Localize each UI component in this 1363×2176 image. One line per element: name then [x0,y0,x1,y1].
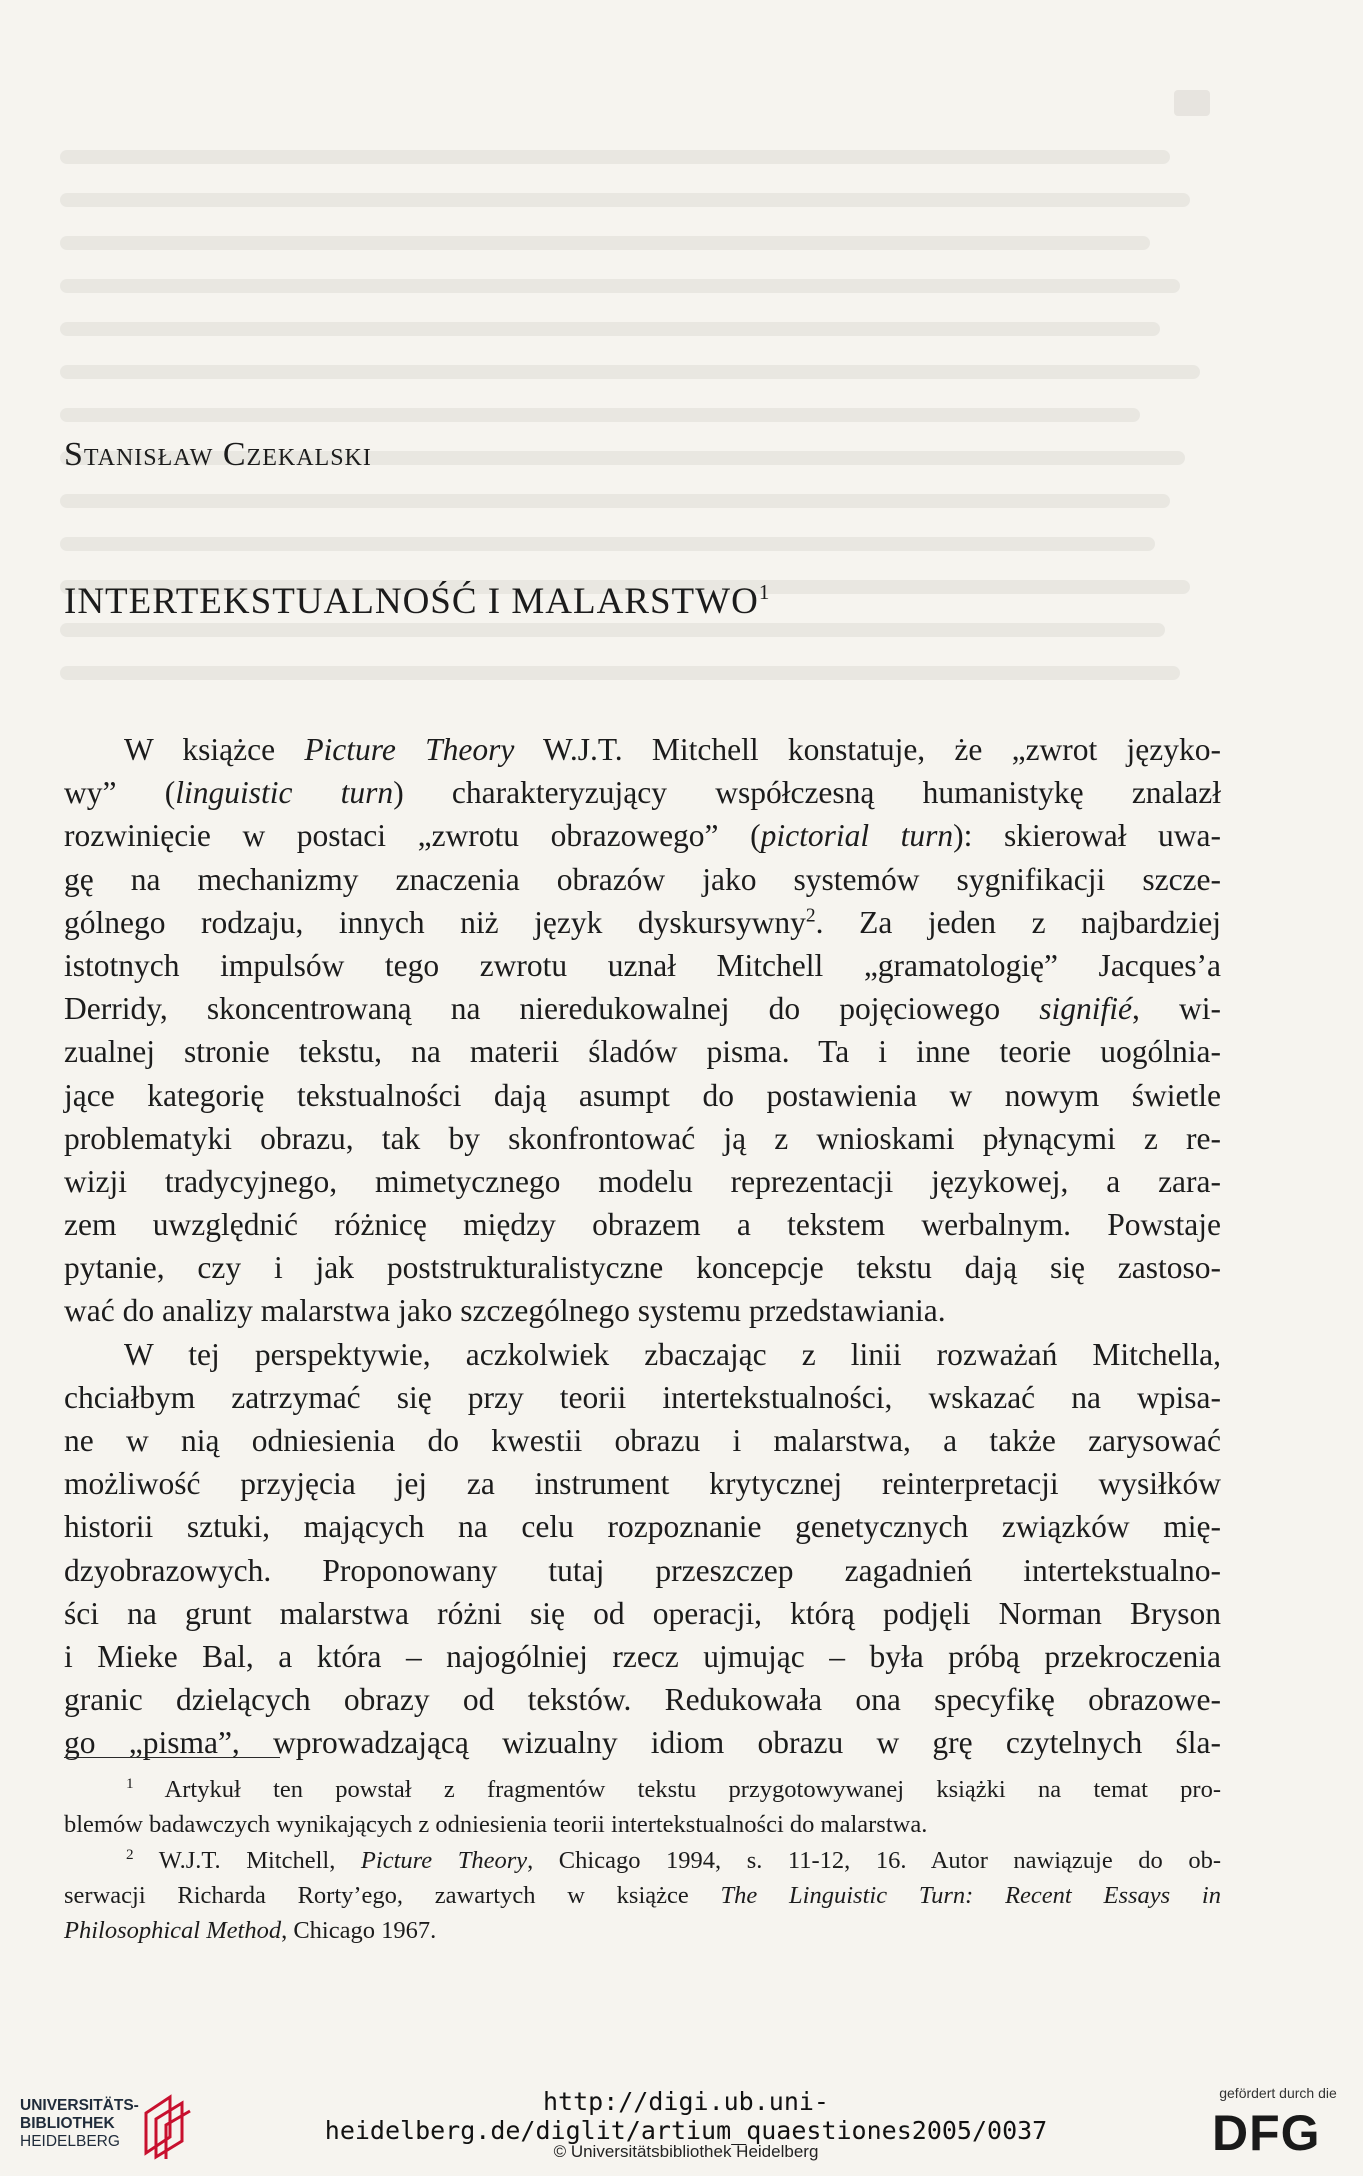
text-run: ści na grunt malarstwa różni się od operacji, którą podjęli Norman Bryson [64,1595,1221,1631]
text-run: zualnej stronie tekstu, na materii śladów pisma. Ta i inne teorie uogólnia- [64,1034,1221,1070]
show-through-line [60,193,1190,207]
footnote-marker: 2 [126,1845,134,1863]
show-through-line [60,537,1155,551]
body-line [64,1203,1221,1246]
title-footnote-ref: 1 [758,580,771,604]
article-title [64,580,770,623]
library-name-line: UNIVERSITÄTS- [20,2097,139,2114]
text-run: gę na mechanizmy znaczenia obrazów jako systemów sygnifikacji szcze- [64,861,1221,897]
show-through-line [60,623,1165,637]
footnote-line [64,1878,1221,1913]
italic-text: pictorial turn [760,818,954,854]
body-line [64,1333,1221,1376]
italic-text: Philosophical Method [64,1917,282,1945]
body-line [64,1160,1221,1203]
body-line [64,987,1221,1030]
text-run: ne w nią odniesienia do kwestii obrazu i malarstwa, a także zarysować [64,1423,1221,1458]
body-line [64,1678,1221,1721]
body-line [64,858,1221,901]
body-line [64,1462,1221,1505]
text-run: dzyobrazowych. Proponowany tutaj przeszczep zagadnień intertekstualno- [64,1552,1221,1588]
text-run: problematyki obrazu, tak by skonfrontować ją z wnioskami płynącymi z re- [64,1120,1221,1156]
funder-block [1208,2085,1348,2165]
text-run: gólnego rodzaju, innych niż język dyskursywny [64,904,806,940]
text-run: W tej perspektywie, aczkolwiek zbaczając z linii rozważań Mitchella, [124,1336,1221,1372]
text-run: wać do analizy malarstwa jako szczególnego systemu przedstawiania. [64,1293,946,1329]
text-run: pytanie, czy i jak poststrukturalistyczne koncepcje tekstu dają się zastoso- [64,1250,1221,1286]
text-run: możliwość przyjęcia jej za instrument krytycznej reinterpretacji wysiłków [64,1466,1221,1502]
body-line [64,728,1221,771]
show-through-line [60,279,1180,293]
digital-library-url[interactable]: http://digi.ub.uni-heidelberg.de/diglit/artium_quaestiones2005/0037 [324,2087,1048,2145]
body-line [64,771,1221,814]
show-through-line [60,666,1180,680]
italic-text: Picture Theory [304,732,515,767]
library-name-line: HEIDELBERG [20,2133,120,2150]
italic-text: The Linguistic Turn: Recent Essays in [720,1881,1221,1909]
body-line [64,1419,1221,1462]
text-run: Artykuł ten powstał z fragmentów tekstu przygotowywanej książki na temat pro- [133,1776,1221,1803]
dfg-logo: DFG [1212,2105,1321,2161]
text-run: i Mieke Bal, a która – najogólniej rzecz ujmując – była próbą przekroczenia [64,1638,1221,1674]
show-through-text [60,80,1210,780]
body-line [64,1592,1221,1635]
text-run: , wi- [1132,991,1221,1027]
page-footer [0,2075,1363,2176]
body-text [64,728,1221,1765]
footnote-line [64,1843,1221,1878]
body-line [64,1376,1221,1419]
show-through-page-number [1174,90,1210,116]
text-run: wizji tradycyjnego, mimetycznego modelu reprezentacji językowej, a zara- [64,1163,1221,1199]
text-run: serwacji Richarda Rorty’ego, zawartych w książce [64,1881,721,1909]
footnote-rule [64,1757,280,1758]
library-name [20,2097,139,2151]
body-line [64,1074,1221,1117]
text-run: ): skierował uwa- [953,818,1221,854]
title-text: INTERTEKSTUALNOŚĆ I MALARSTWO [64,581,759,622]
library-mark-icon [140,2091,194,2161]
article-author: Stanisław Czekalski [64,436,372,473]
text-run: . Za jeden z najbardziej [815,904,1222,940]
text-run: Derridy, skoncentrowaną na nieredukowalnej do pojęciowego [64,991,1040,1027]
body-line [64,1721,1221,1764]
body-line [64,1246,1221,1289]
show-through-line [60,322,1160,336]
text-run: ) charakteryzujący współczesną humanistykę znalazł [393,775,1221,811]
text-run: W książce [124,732,305,767]
university-library-logo [20,2087,200,2162]
footnote-marker: 1 [126,1774,134,1792]
body-line [64,901,1221,944]
show-through-line [60,365,1200,379]
body-line [64,1030,1221,1073]
text-run: chciałbym zatrzymać się przy teorii intertekstualności, wskazać na wpisa- [64,1379,1221,1415]
text-run: rozwinięcie w postaci „zwrotu obrazowego” ( [64,818,761,854]
italic-text: signifié [1039,991,1133,1027]
body-line [64,1505,1221,1548]
show-through-line [60,408,1140,422]
footnote-line [64,1807,1221,1842]
show-through-line [60,236,1150,250]
library-name-line: BIBLIOTHEK [20,2115,115,2132]
footnote-line [64,1772,1221,1807]
body-line [64,1635,1221,1678]
text-run: , Chicago 1967. [281,1917,437,1945]
show-through-line [60,150,1170,164]
funding-note: gefördert durch die [1219,2085,1337,2101]
italic-text: Picture Theory [360,1846,528,1874]
body-line [64,1289,1221,1332]
text-run: , Chicago 1994, s. 11-12, 16. Autor nawiązuje do ob- [527,1846,1222,1874]
footnote-line [64,1913,1221,1948]
text-run: W.J.T. Mitchell, [133,1846,361,1874]
text-run: go „pisma”, wprowadzającą wizualny idiom obrazu w grę czytelnych śla- [64,1725,1221,1761]
body-line [64,1117,1221,1160]
copyright-notice: © Universitätsbibliothek Heidelberg [553,2142,819,2161]
footnote-marker: 2 [805,905,816,927]
text-run: wy” ( [64,775,176,811]
body-line [64,944,1221,987]
text-run: istotnych impulsów tego zwrotu uznał Mitchell „gramatologię” Jacques’a [64,947,1221,983]
footnotes [64,1772,1221,1948]
text-run: zem uwzględnić różnicę między obrazem a tekstem werbalnym. Powstaje [64,1207,1221,1243]
body-line [64,814,1221,857]
body-line [64,1549,1221,1592]
text-run: blemów badawczych wynikających z odniesienia teorii intertekstualności do malarstwa. [64,1811,928,1839]
text-run: jące kategorię tekstualności dają asumpt do postawienia w nowym świetle [64,1077,1221,1113]
text-run: historii sztuki, mających na celu rozpoznanie genetycznych związków mię- [64,1509,1221,1545]
show-through-line [60,494,1170,508]
text-run: granic dzielących obrazy od tekstów. Redukowała ona specyfikę obrazowe- [64,1682,1221,1718]
text-run: W.J.T. Mitchell konstatuje, że „zwrot języko- [514,732,1221,767]
italic-text: linguistic turn [175,775,394,811]
